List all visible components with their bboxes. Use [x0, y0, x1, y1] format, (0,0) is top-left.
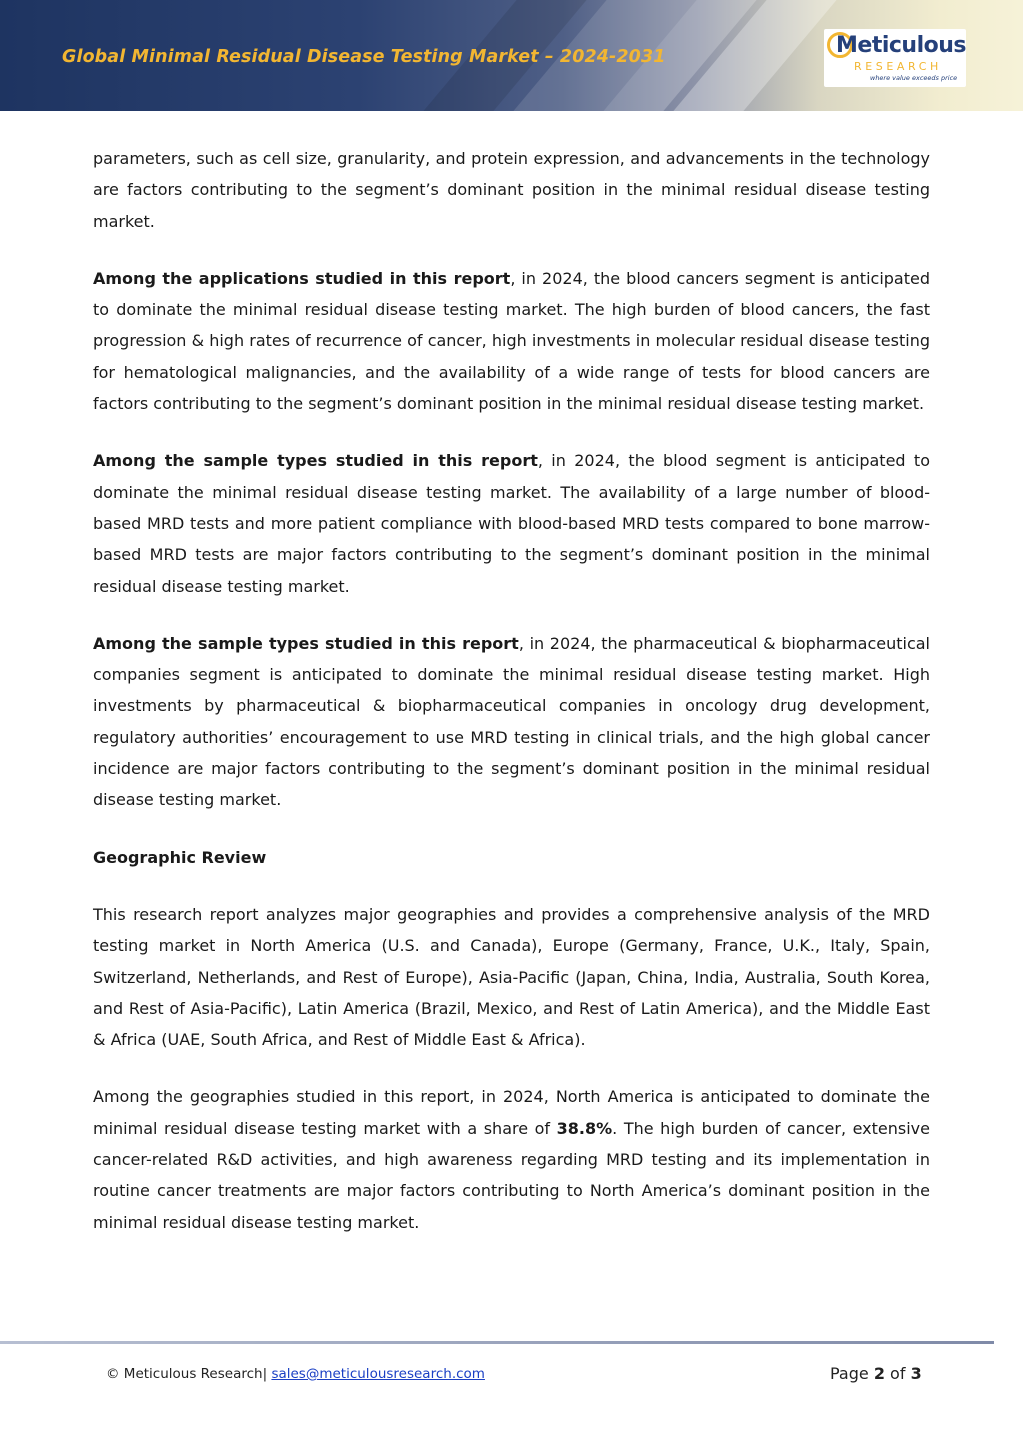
footer-divider [0, 1341, 994, 1344]
paragraph: Among the applications studied in this report, in 2024, the blood cancers segment is anticipated to dominate the minimal residual disease testing market. The high burden of blood cancers, the fast progression & high rates of recurrence of cancer, high investments in molecular residual disease testing for hematological malignancies, and the availability of a wide range of tests for blood cancers are factors contributing to the segment’s dominant position in the minimal residual disease testing market. [93, 268, 931, 414]
meticulous-research-logo [824, 29, 966, 87]
logo-tagline: where value exceeds price [870, 74, 958, 82]
logo-sub: RESEARCH [854, 60, 942, 73]
lead-in: Among the sample types studied in this report [93, 451, 538, 471]
paragraph: This research report analyzes major geographies and provides a comprehensive analysis of the MRD testing market in North America (U.S. and Canada), Europe (Germany, France, U.K., Italy, Spain, Switzerland, Netherlands, and Rest of Europe), Asia-Pacific (Japan, China, India, Australia, South Korea, and Rest of Asia-Pacific), Latin America (Brazil, Mexico, and Rest of Latin America), and the Middle East & Africa (UAE, South Africa, and Rest of Middle East & Africa). [93, 904, 930, 1050]
lead-in: Among the sample types studied in this report [93, 633, 519, 653]
page-number: Page 2 of 3 [830, 1364, 922, 1383]
lead-in: Among the applications studied in this report [93, 268, 511, 288]
report-title: Global Minimal Residual Disease Testing Market – 2024-2031 [62, 47, 666, 67]
paragraph: parameters, such as cell size, granularity, and protein expression, and advancements in the technology are factors contributing to the segment’s dominant position in the minimal residual disease testing market. [93, 149, 930, 231]
document-body [93, 143, 930, 1264]
market-share-value: 38.8% [556, 1118, 613, 1138]
logo-name: Meticulous [836, 33, 966, 58]
section-heading: Geographic Review [93, 847, 267, 867]
paragraph: Among the sample types studied in this report, in 2024, the pharmaceutical & biopharmaceutical companies segment is anticipated to dominate the minimal residual disease testing market. High investments by pharmaceutical & biopharmaceutical companies in oncology drug development, regulatory authorities’ encouragement to use MRD testing in clinical trials, and the high global cancer incidence are major factors contributing to the segment’s dominant position in the minimal residual disease testing market. [93, 633, 930, 810]
page-header [0, 0, 1023, 111]
email-link[interactable]: sales@meticulousresearch.com [271, 1366, 485, 1382]
paragraph: Among the sample types studied in this report, in 2024, the blood segment is anticipated to dominate the minimal residual disease testing market. The availability of a large number of blood-based MRD tests and more patient compliance with blood-based MRD tests compared to bone marrow-based MRD tests are major factors contributing to the segment’s dominant position in the minimal residual disease testing market. [93, 451, 930, 596]
footer-copyright: © Meticulous Research| sales@meticulousresearch.com [106, 1366, 485, 1382]
paragraph: Among the geographies studied in this report, in 2024, North America is anticipated to dominate the minimal residual disease testing market with a share of 38.8%. The high burden of cancer, extensive cancer-related R&D activities, and high awareness regarding MRD testing and its implementation in routine cancer treatments are major factors contributing to North America’s dominant position in the minimal residual disease testing market. [93, 1087, 930, 1232]
